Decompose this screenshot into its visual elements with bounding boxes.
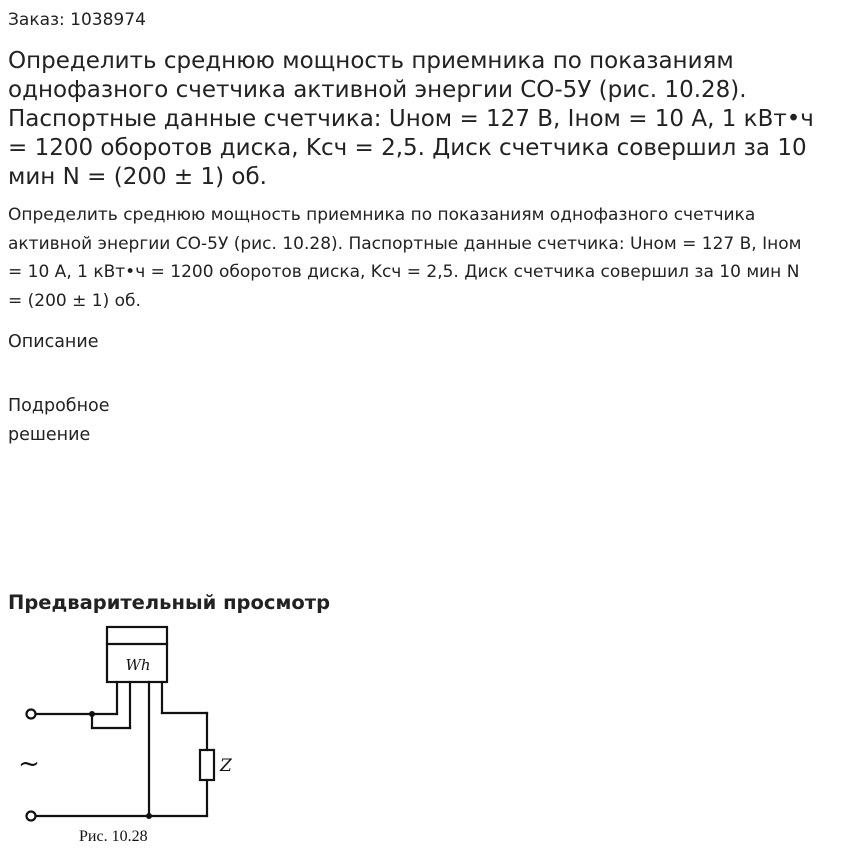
order-number: Заказ: 1038974 (8, 10, 146, 30)
junction-dot (146, 813, 152, 819)
circuit-diagram (8, 620, 238, 852)
ac-source-symbol: ~ (18, 749, 40, 779)
preview-title: Предварительный просмотр (8, 591, 331, 614)
input-terminal-bottom (27, 812, 36, 821)
figure-caption: Рис. 10.28 (79, 828, 148, 845)
load-label: Z (220, 756, 232, 776)
meter-label: Wh (125, 656, 151, 674)
problem-heading: Определить среднюю мощность приемника по показаниям однофазного счетчика активной энергии СО-5У (рис. 10.28). Паспортные данные счетчика: Uном = 127 В, Iном = 10 А, 1 кВт•ч = 1200 оборотов диска, Kсч = 2,5. Диск счетчика совершил за 10 мин N = (200 ± 1) об. (8, 48, 814, 190)
description-label: Описание (8, 332, 99, 352)
problem-description: Определить среднюю мощность приемника по показаниям однофазного счетчика активной энергии СО-5У (рис. 10.28). Паспортные данные счетчика: Uном = 127 В, Iном = 10 А, 1 кВт•ч = 1200 оборотов диска, Kсч = 2,5. Диск счетчика совершил за 10 мин N = (200 ± 1) об. (8, 205, 802, 311)
solution-label: Подробное решение (8, 396, 110, 445)
circuit-figure (8, 620, 238, 852)
input-terminal-top (27, 710, 36, 719)
junction-dot (89, 711, 95, 717)
load-resistor (200, 750, 214, 780)
